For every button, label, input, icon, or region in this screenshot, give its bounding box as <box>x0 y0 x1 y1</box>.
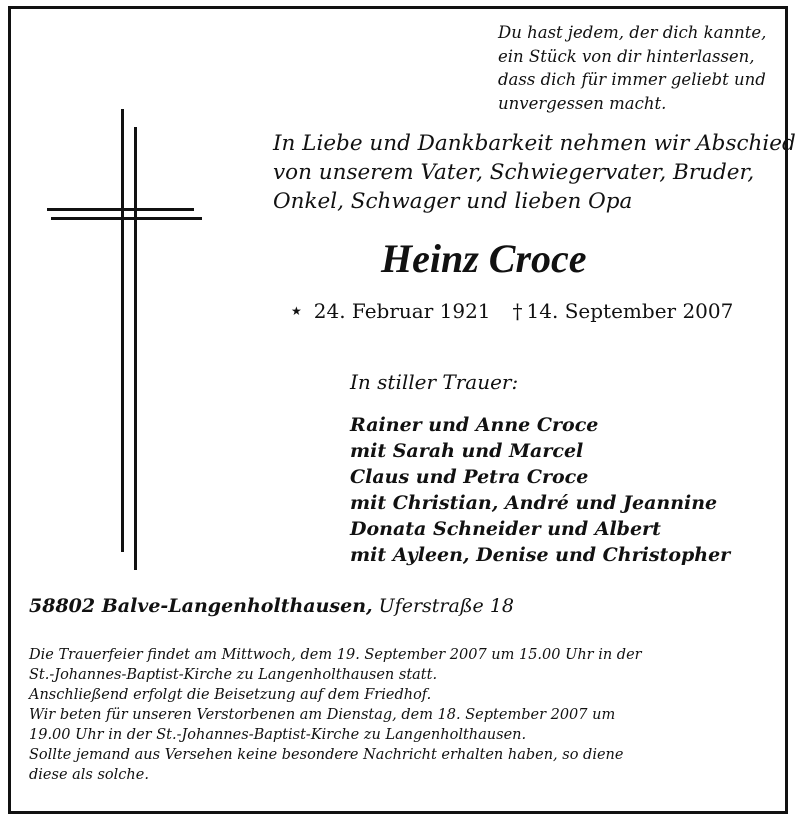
notice-line: diese als solche. <box>29 767 149 783</box>
family-line: mit Christian, André und Jeannine <box>350 492 718 514</box>
birth-date: 24. Februar 1921 <box>313 299 491 323</box>
notice-line: 19.00 Uhr in der St.-Johannes-Baptist-Kirche zu Langenholthausen. <box>29 727 527 743</box>
birth-star-icon: ★ <box>291 304 302 318</box>
notice-line: Anschließend erfolgt die Beisetzung auf dem Friedhof. <box>29 687 432 703</box>
family-line: Claus und Petra Croce <box>350 466 589 488</box>
poem-verse <box>498 21 788 115</box>
farewell-text <box>273 129 796 216</box>
deceased-name: Heinz Croce <box>381 236 587 281</box>
cross-horizontal-bar <box>51 217 202 220</box>
family-list <box>350 412 790 568</box>
family-line: mit Ayleen, Denise und Christopher <box>350 544 731 566</box>
funeral-notice <box>29 645 779 785</box>
notice-line: Sollte jemand aus Versehen keine besondere Nachricht erhalten haben, so diene <box>29 747 624 763</box>
notice-line: Wir beten für unseren Verstorbenen am Dienstag, dem 18. September 2007 um <box>29 707 616 723</box>
cross-horizontal-bar <box>47 208 194 211</box>
mourning-address <box>29 593 729 619</box>
mourning-label: In stiller Trauer: <box>350 370 519 394</box>
poem-line: unvergessen macht. <box>498 93 667 113</box>
cross-vertical-bar <box>121 109 124 552</box>
family-line: Rainer und Anne Croce <box>350 414 599 436</box>
address-street: Uferstraße 18 <box>378 595 514 617</box>
family-line: Donata Schneider und Albert <box>350 518 661 540</box>
poem-line: dass dich für immer geliebt und <box>498 70 766 89</box>
farewell-line: In Liebe und Dankbarkeit nehmen wir Abschied <box>273 131 796 156</box>
family-line: mit Sarah und Marcel <box>350 440 584 462</box>
poem-line: Du hast jedem, der dich kannte, <box>498 23 767 42</box>
farewell-line: von unserem Vater, Schwiegervater, Bruder, <box>273 160 755 185</box>
notice-line: St.-Johannes-Baptist-Kirche zu Langenholthausen statt. <box>29 667 438 683</box>
life-dates <box>291 298 771 324</box>
address-city: 58802 Balve-Langenholthausen, <box>29 595 373 617</box>
farewell-line: Onkel, Schwager und lieben Opa <box>273 189 633 214</box>
death-date: 14. September 2007 <box>526 299 734 323</box>
cross-vertical-bar <box>134 127 137 570</box>
poem-line: ein Stück von dir hinterlassen, <box>498 46 755 66</box>
notice-line: Die Trauerfeier findet am Mittwoch, dem 19. September 2007 um 15.00 Uhr in der <box>29 647 642 663</box>
death-cross-icon: † <box>512 299 523 323</box>
obituary-frame <box>8 6 796 814</box>
